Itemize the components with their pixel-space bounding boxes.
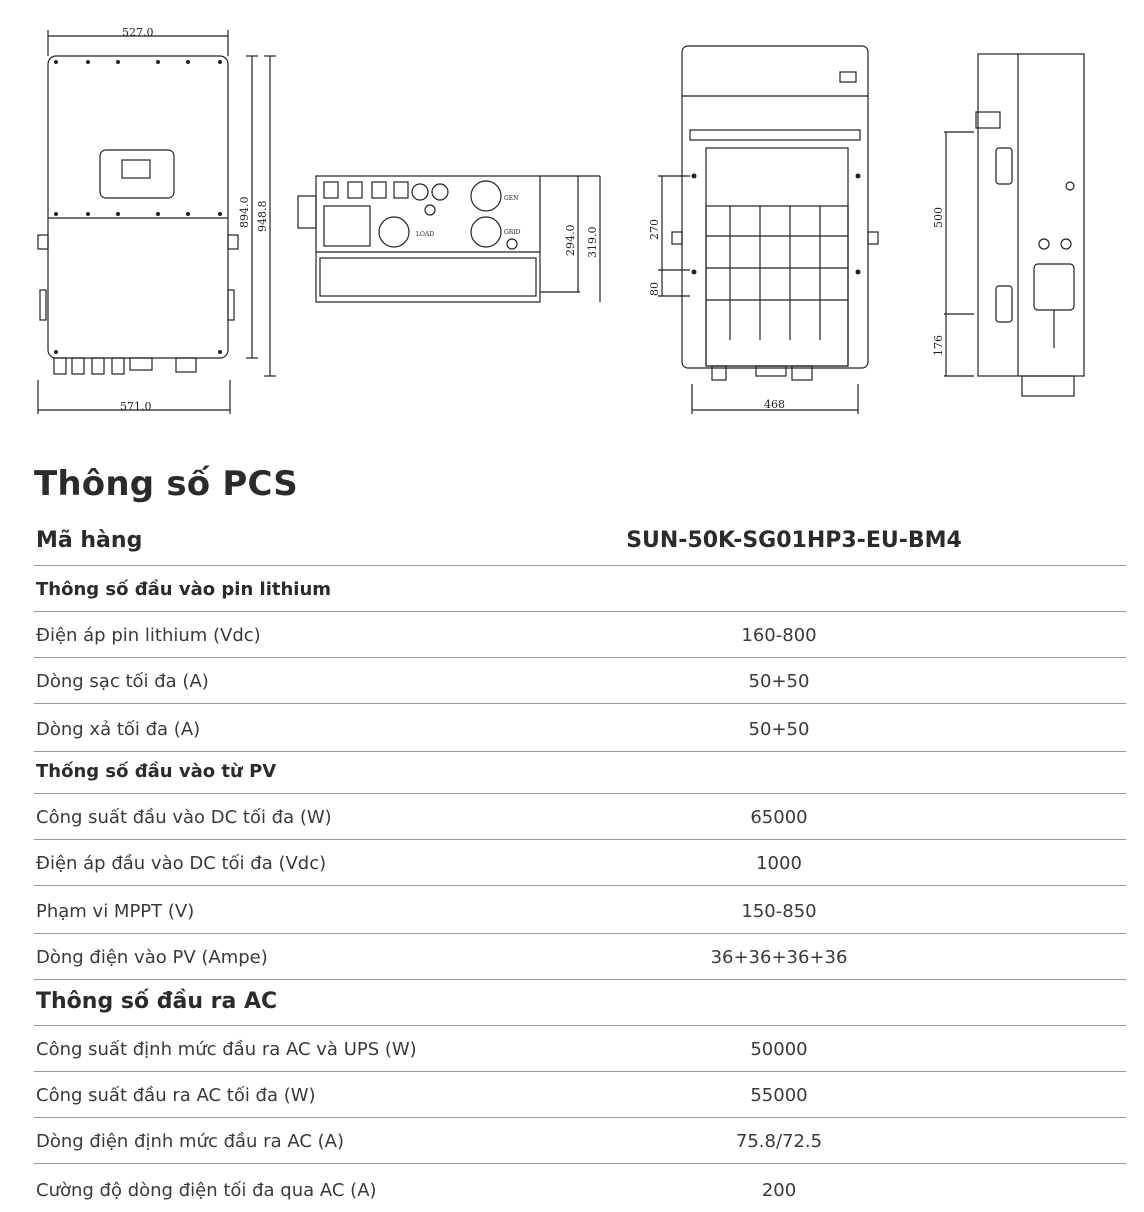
table-row xyxy=(34,934,1126,980)
interior-view-drawing xyxy=(658,46,878,414)
table-row xyxy=(34,704,1126,752)
dim-front-height-inner: 894.0 xyxy=(238,196,251,228)
table-row-value: 50+50 xyxy=(748,671,810,692)
table-row-value: 36+36+36+36 xyxy=(710,947,848,968)
dim-interior-80: 80 xyxy=(648,282,661,296)
dim-interior-width: 468 xyxy=(764,398,785,411)
port-label-grid: GRID xyxy=(504,229,521,236)
dim-bottom-height-outer: 319.0 xyxy=(586,226,599,258)
table-row-label: Dòng xả tối đa (A) xyxy=(36,719,201,740)
table-row-value: 55000 xyxy=(750,1085,808,1106)
table-row-label: Dòng điện định mức đầu ra AC (A) xyxy=(36,1131,344,1152)
table-row xyxy=(34,840,1126,886)
dim-front-width-top: 527.0 xyxy=(122,26,154,39)
header-model: SUN-50K-SG01HP3-EU-BM4 xyxy=(626,528,962,553)
table-row-label: Cường độ dòng điện tối đa qua AC (A) xyxy=(36,1180,377,1201)
dim-interior-270: 270 xyxy=(648,219,661,240)
table-row-value: 1000 xyxy=(756,853,802,874)
table-row-label: Công suất đầu ra AC tối đa (W) xyxy=(36,1085,316,1106)
table-row-label: Điện áp đầu vào DC tối đa (Vdc) xyxy=(36,853,327,874)
table-row-value: 75.8/72.5 xyxy=(735,1131,823,1152)
table-row-label: Công suất định mức đầu ra AC và UPS (W) xyxy=(36,1039,417,1060)
section-lithium-input xyxy=(34,566,1126,612)
table-row xyxy=(34,1118,1126,1164)
technical-drawings xyxy=(0,0,1144,440)
table-row xyxy=(34,658,1126,704)
dim-side-176: 176 xyxy=(932,335,945,356)
table-row xyxy=(34,1164,1126,1212)
table-row-label: Công suất đầu vào DC tối đa (W) xyxy=(36,807,332,828)
port-label-load: LOAD xyxy=(416,231,435,238)
table-row xyxy=(34,886,1126,934)
side-view-drawing xyxy=(944,54,1084,396)
section-ac-output xyxy=(34,980,1126,1026)
table-row xyxy=(34,1026,1126,1072)
table-header-row xyxy=(34,516,1126,566)
page-title: Thông số PCS xyxy=(34,464,298,504)
dim-front-height-outer: 948.8 xyxy=(256,200,269,232)
spec-table xyxy=(34,516,1126,1212)
port-label-gen: GEN xyxy=(504,195,519,202)
table-row-label: Phạm vi MPPT (V) xyxy=(36,901,195,922)
table-row-value: 65000 xyxy=(750,807,808,828)
dim-front-width-bottom: 571.0 xyxy=(120,400,152,413)
section-pv-input xyxy=(34,752,1126,794)
front-view-bolts xyxy=(54,60,222,354)
table-row-value: 160-800 xyxy=(741,625,817,646)
table-row-label: Thống số đầu vào từ PV xyxy=(36,761,277,782)
table-row-label: Thông số đầu ra AC xyxy=(36,989,278,1014)
table-row-label: Điện áp pin lithium (Vdc) xyxy=(36,625,261,646)
header-label: Mã hàng xyxy=(36,528,143,553)
dim-side-500: 500 xyxy=(932,207,945,228)
dim-bottom-height-inner: 294.0 xyxy=(564,224,577,256)
table-row-value: 150-850 xyxy=(741,901,817,922)
bottom-view-drawing xyxy=(298,176,600,302)
table-row-label: Dòng sạc tối đa (A) xyxy=(36,671,209,692)
table-row xyxy=(34,794,1126,840)
table-row-value: 200 xyxy=(761,1180,797,1201)
table-row-value: 50+50 xyxy=(748,719,810,740)
table-row-label: Thông số đầu vào pin lithium xyxy=(36,579,332,600)
table-row-value: 50000 xyxy=(750,1039,808,1060)
table-row xyxy=(34,612,1126,658)
table-row xyxy=(34,1072,1126,1118)
table-row-label: Dòng điện vào PV (Ampe) xyxy=(36,947,268,968)
